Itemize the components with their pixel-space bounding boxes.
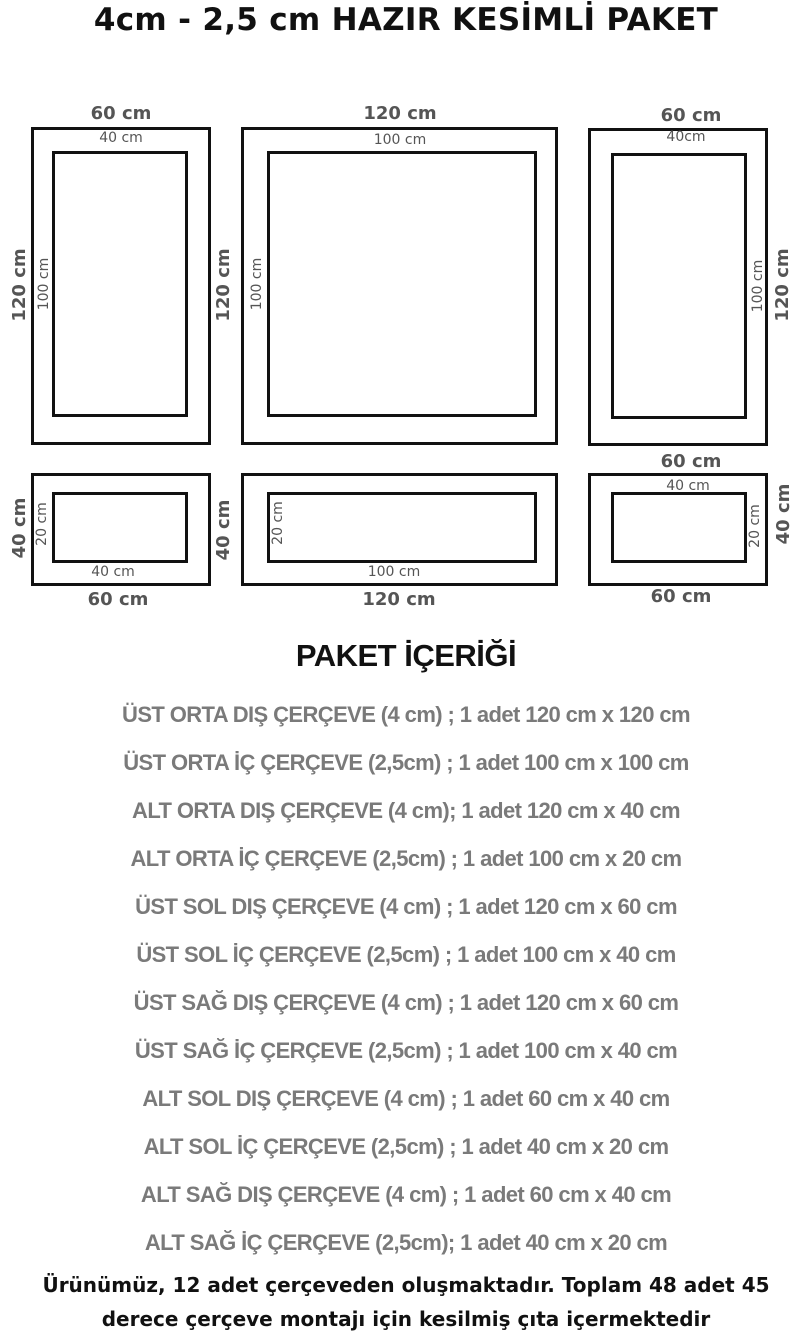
- bottom-right-outer-height-label: 40 cm: [773, 483, 794, 545]
- footer-line-2: derece çerçeve montajı için kesilmiş çıta içermektedir: [101, 1307, 711, 1331]
- list-item: ALT SOL DIŞ ÇERÇEVE (4 cm) ; 1 adet 60 cm x 40 cm: [142, 1086, 670, 1111]
- top-left-inner-height-label: 100 cm: [36, 257, 52, 311]
- top-left-outer-height-label: 120 cm: [9, 248, 30, 322]
- top-right-inner-height-label: 100 cm: [750, 259, 766, 313]
- top-center-outer-height-label: 120 cm: [213, 248, 234, 322]
- bottom-right-inner-height-label: 20 cm: [747, 504, 763, 548]
- list-item: ÜST ORTA DIŞ ÇERÇEVE (4 cm) ; 1 adet 120 cm x 120 cm: [122, 702, 690, 727]
- list-item: ALT SAĞ DIŞ ÇERÇEVE (4 cm) ; 1 adet 60 cm x 40 cm: [140, 1182, 672, 1207]
- top-left-inner-frame: [52, 151, 188, 417]
- bottom-left-outer-height-label: 40 cm: [9, 497, 30, 559]
- list-item: ÜST SOL İÇ ÇERÇEVE (2,5cm) ; 1 adet 100 cm x 40 cm: [136, 942, 676, 967]
- list-item: ÜST SAĞ İÇ ÇERÇEVE (2,5cm) ; 1 adet 100 cm x 40 cm: [134, 1038, 678, 1063]
- list-item: ALT ORTA İÇ ÇERÇEVE (2,5cm) ; 1 adet 100 cm x 20 cm: [130, 846, 682, 871]
- page-title: 4cm - 2,5 cm HAZIR KESİMLİ PAKET: [93, 2, 719, 38]
- top-right-outer-width-label: 60 cm: [660, 105, 722, 126]
- top-right-inner-width-label: 40cm: [666, 129, 706, 145]
- list-item: ALT SAĞ İÇ ÇERÇEVE (2,5cm); 1 adet 40 cm x 20 cm: [144, 1230, 668, 1255]
- top-right-inner-frame: [611, 153, 747, 419]
- top-center-inner-frame: [267, 151, 537, 417]
- footer-note: [0, 1268, 812, 1336]
- top-center-inner-height-label: 100 cm: [249, 257, 265, 311]
- bottom-center-inner-width-label: 100 cm: [367, 564, 421, 580]
- list-item: ALT SOL İÇ ÇERÇEVE (2,5cm) ; 1 adet 40 cm x 20 cm: [143, 1134, 669, 1159]
- top-right-outer-height-label: 120 cm: [772, 248, 793, 322]
- bottom-left-inner-height-label: 20 cm: [34, 502, 50, 546]
- list-item: ALT ORTA DIŞ ÇERÇEVE (4 cm); 1 adet 120 cm x 40 cm: [132, 798, 680, 823]
- bottom-left-outer-width-label: 60 cm: [87, 589, 149, 610]
- bottom-center-inner-frame: [267, 492, 537, 563]
- package-contents-title: PAKET İÇERİĞİ: [295, 638, 517, 673]
- top-left-outer-width-label: 60 cm: [90, 103, 152, 124]
- bottom-left-inner-frame: [52, 492, 188, 563]
- list-item: ÜST SAĞ DIŞ ÇERÇEVE (4 cm) ; 1 adet 120 cm x 60 cm: [133, 990, 679, 1015]
- bottom-center-outer-width-label: 120 cm: [362, 589, 436, 610]
- top-center-inner-width-label: 100 cm: [373, 132, 427, 148]
- list-item: ÜST SOL DIŞ ÇERÇEVE (4 cm) ; 1 adet 120 cm x 60 cm: [135, 894, 677, 919]
- bottom-right-outer-width-bottom-label: 60 cm: [650, 586, 712, 607]
- footer-line-1: Ürünümüz, 12 adet çerçeveden oluşmaktadır. Toplam 48 adet 45: [42, 1273, 770, 1297]
- bottom-right-inner-width-label: 40 cm: [666, 478, 710, 494]
- top-center-outer-width-label: 120 cm: [363, 103, 437, 124]
- bottom-left-inner-width-label: 40 cm: [91, 564, 135, 580]
- bottom-right-outer-width-top-label: 60 cm: [660, 451, 722, 472]
- list-item: ÜST ORTA İÇ ÇERÇEVE (2,5cm) ; 1 adet 100 cm x 100 cm: [123, 750, 689, 775]
- top-left-inner-width-label: 40 cm: [99, 130, 143, 146]
- bottom-center-outer-height-label: 40 cm: [213, 499, 234, 561]
- bottom-right-inner-frame: [611, 492, 747, 563]
- bottom-center-inner-height-label: 20 cm: [270, 501, 286, 545]
- package-contents-list: [0, 696, 812, 1272]
